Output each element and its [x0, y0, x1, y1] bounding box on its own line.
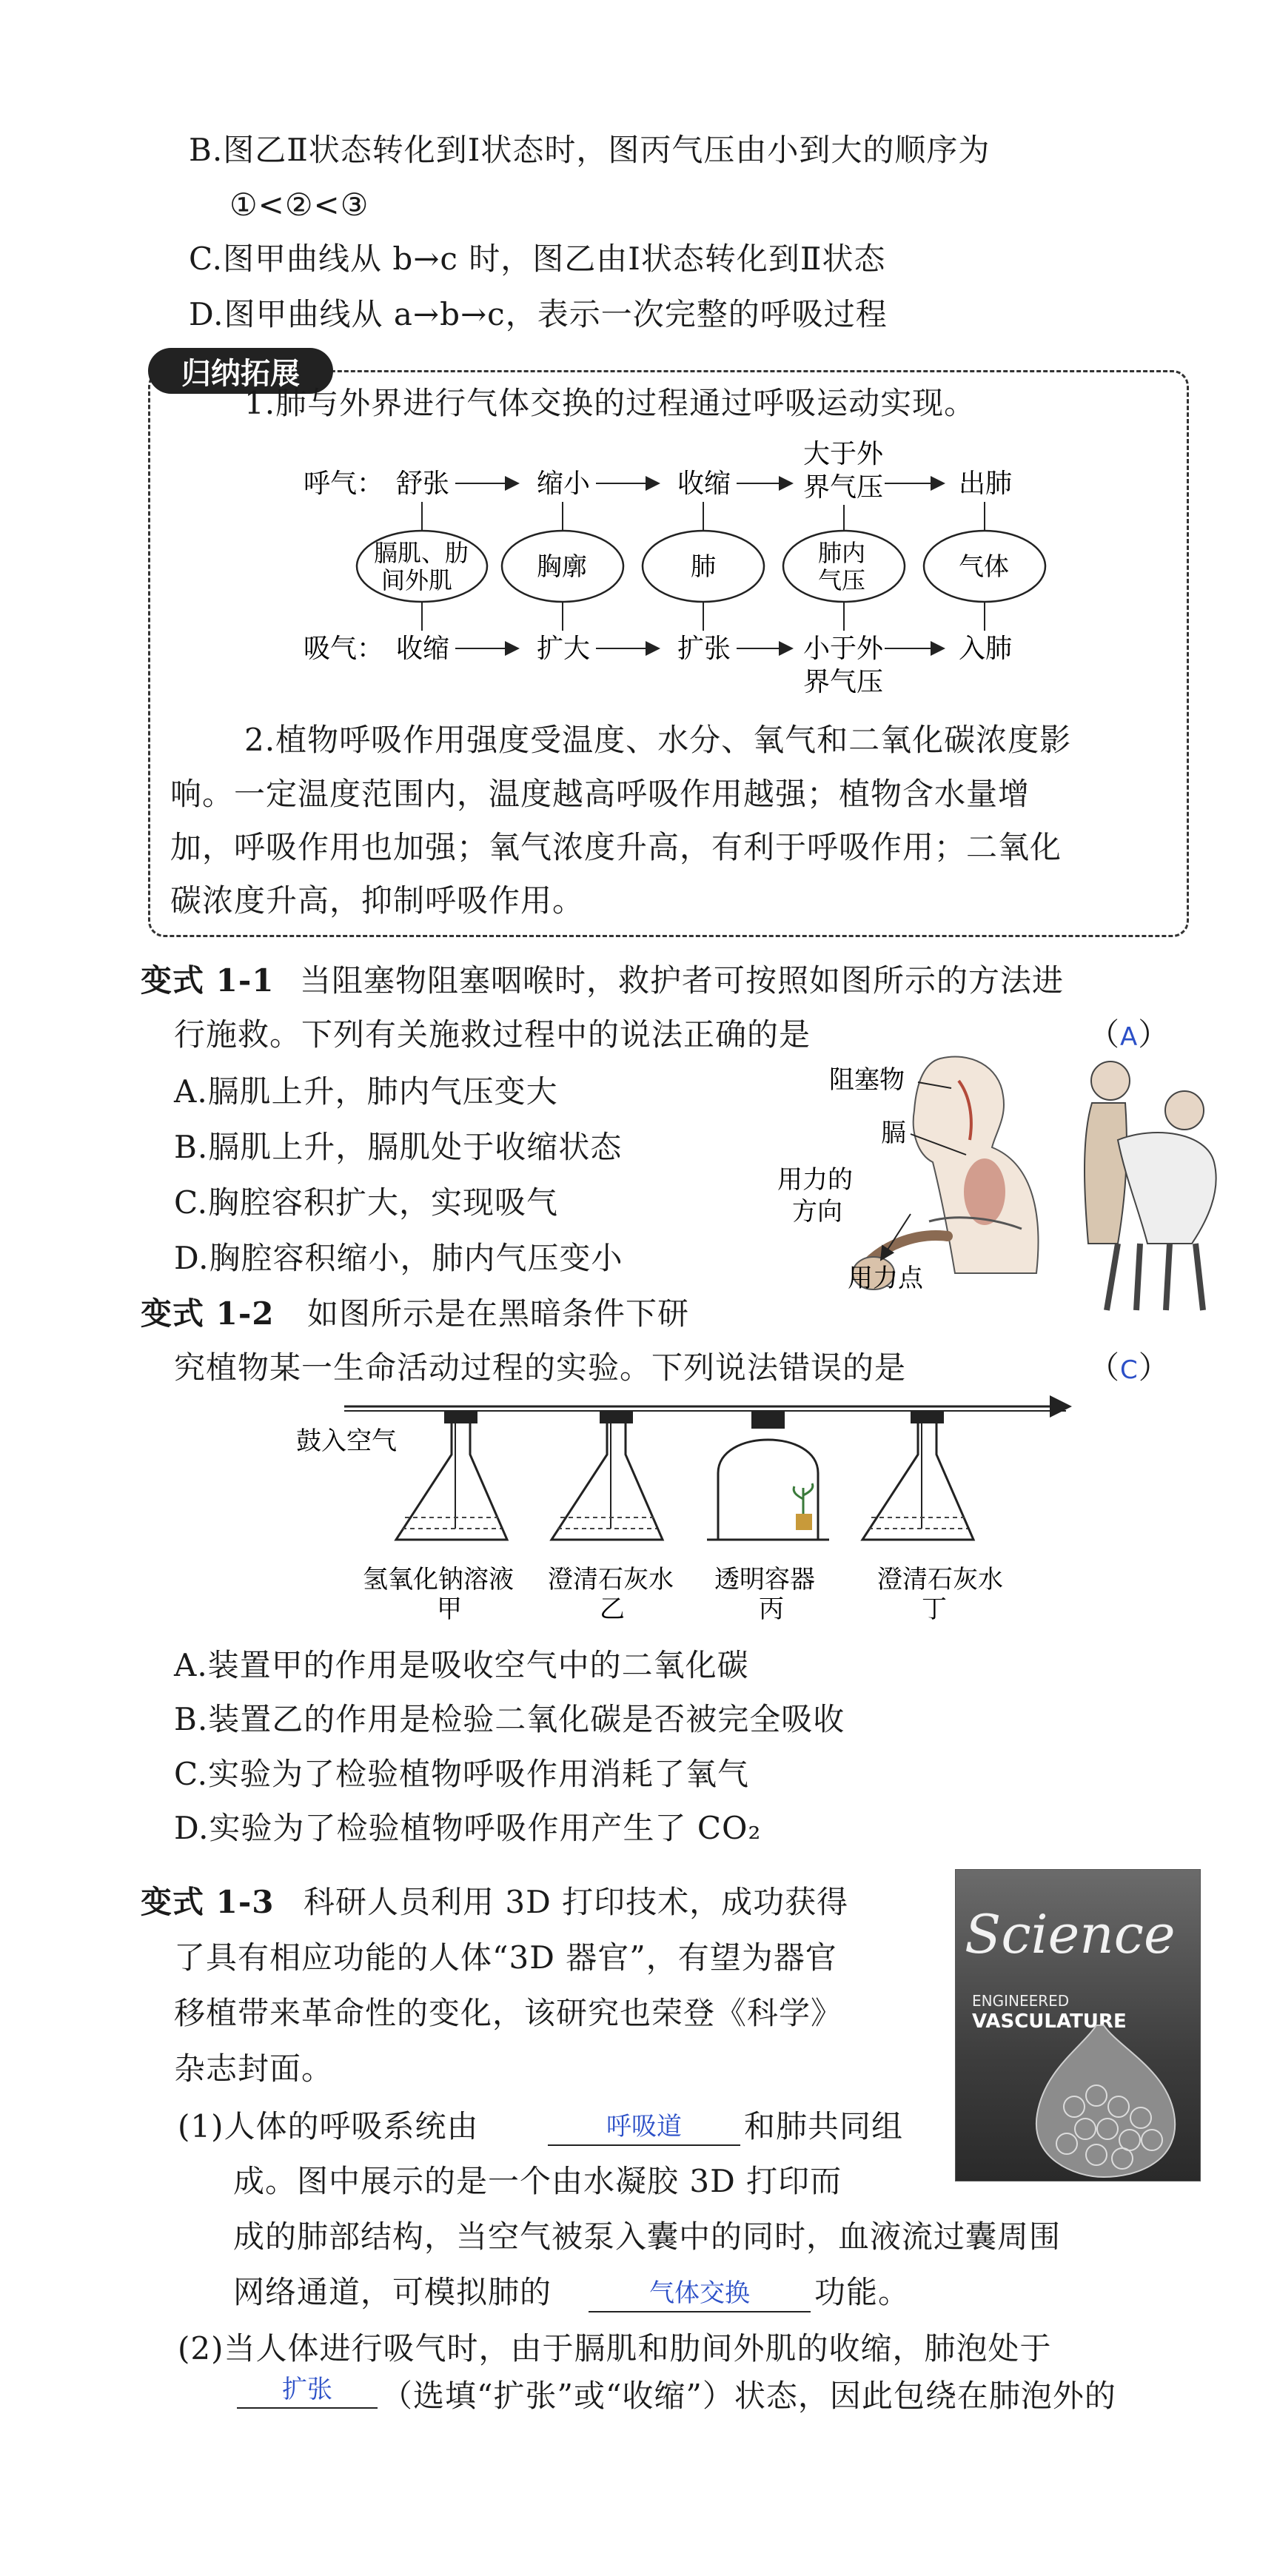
- option-d: D.图甲曲线从 a→b→c，表示一次完整的呼吸过程: [189, 296, 888, 332]
- cover-sub2: VASCULATURE: [972, 2010, 1127, 2033]
- inhale-step: 扩张: [677, 634, 731, 664]
- q13-p1-b: 和肺共同组: [744, 2108, 904, 2144]
- q12-stem-line2: 究植物某一生命活动过程的实验。下列说法错误的是: [174, 1349, 907, 1386]
- q12-label: 变式 1-2: [141, 1295, 275, 1332]
- q11-label: 变式 1-1: [141, 962, 275, 999]
- node-intercostal: 间外肌: [381, 566, 453, 594]
- inhale-label: 吸气：: [304, 634, 384, 664]
- q11-answer-bracket: （A）: [1088, 1016, 1170, 1053]
- q11-stem-line1: 当阻塞物阻塞咽喉时，救护者可按照如图所示的方法进: [300, 962, 1065, 999]
- science-cover: [955, 1869, 1201, 2181]
- heimlich-figure: [770, 1051, 1236, 1318]
- label-diaphragm: 膈: [881, 1118, 906, 1148]
- node-lung: 肺: [691, 552, 716, 582]
- label-force-dir1: 用力的: [777, 1165, 853, 1195]
- option-b-line1: B.图乙Ⅱ状态转化到Ⅰ状态时，图丙气压由小到大的顺序为: [189, 132, 991, 168]
- label-flask-d: 澄清石灰水: [877, 1565, 1003, 1594]
- label-force-dir2: 方向: [792, 1197, 842, 1227]
- q13-p2-line2: （选填“扩张”或“收缩”）状态，因此包绕在肺泡外的: [381, 2378, 1116, 2414]
- q12-option-a: A.装置甲的作用是吸收空气中的二氧化碳: [174, 1647, 749, 1683]
- q11-stem-line2: 行施救。下列有关施救过程中的说法正确的是: [174, 1016, 811, 1053]
- summary-point2-line1: 2.植物呼吸作用强度受温度、水分、氧气和二氧化碳浓度影: [244, 722, 1072, 758]
- q11-answer: A: [1120, 1022, 1139, 1052]
- exhale-step: 界气压: [803, 472, 884, 503]
- tag-jar-c: 丙: [759, 1594, 784, 1624]
- q13-stem-line1: 科研人员利用 3D 打印技术，成功获得: [304, 1884, 849, 1920]
- label-inlet: 鼓入空气: [296, 1426, 397, 1456]
- q13-blank1-answer: 呼吸道: [606, 2112, 682, 2141]
- summary-point1: 1.肺与外界进行气体交换的过程通过呼吸运动实现。: [244, 385, 976, 421]
- q13-p1-line3: 成的肺部结构，当空气被泵入囊中的同时，血液流过囊周围: [233, 2218, 1062, 2255]
- option-c: C.图甲曲线从 b→c 时，图乙由Ⅰ状态转化到Ⅱ状态: [189, 241, 886, 277]
- q13-blank2-answer: 气体交换: [649, 2278, 750, 2308]
- q13-p1-a: (1)人体的呼吸系统由: [178, 2108, 479, 2144]
- exhale-step: 收缩: [677, 469, 731, 499]
- label-force-point: 用力点: [848, 1264, 923, 1293]
- label-flask-b: 澄清石灰水: [548, 1565, 674, 1594]
- node-thorax: 胸廓: [537, 552, 587, 582]
- breathing-diagram: [274, 437, 1118, 711]
- inhale-step: 入肺: [959, 634, 1013, 664]
- node-lung-pressure: 气压: [818, 566, 866, 594]
- summary-badge: 归纳拓展: [148, 348, 333, 394]
- q13-stem-line2: 了具有相应功能的人体“3D 器官”，有望为器官: [174, 1939, 837, 1976]
- node-lung-pressure: 肺内: [818, 539, 866, 567]
- q12-option-d: D.实验为了检验植物呼吸作用产生了 CO₂: [174, 1810, 762, 1846]
- q12-answer: C: [1120, 1355, 1139, 1385]
- q13-label: 变式 1-3: [141, 1884, 275, 1920]
- apparatus-figure: [285, 1392, 1085, 1636]
- label-flask-a: 氢氧化钠溶液: [363, 1565, 514, 1594]
- inhale-step: 界气压: [803, 667, 884, 697]
- summary-point2-line3: 加，呼吸作用也加强；氧气浓度升高，有利于呼吸作用；二氧化: [170, 829, 1062, 865]
- q13-blank2: [589, 2273, 811, 2312]
- option-b-line2: ①<②<③: [229, 187, 369, 223]
- q13-stem-line3: 移植带来革命性的变化，该研究也荣登《科学》: [174, 1995, 843, 2031]
- q13-blank1: [548, 2106, 740, 2146]
- tag-flask-d: 丁: [922, 1594, 947, 1624]
- q13-stem-line4: 杂志封面。: [174, 2050, 334, 2087]
- q11-option-d: D.胸腔容积缩小，肺内气压变小: [174, 1240, 623, 1276]
- tag-flask-b: 乙: [600, 1594, 625, 1624]
- exhale-step: 大于外: [803, 439, 884, 469]
- exhale-step: 舒张: [396, 469, 450, 499]
- label-obstruction: 阻塞物: [829, 1065, 905, 1095]
- q13-p1-line4b: 功能。: [814, 2274, 911, 2310]
- q13-p1-line4a: 网络通道，可模拟肺的: [233, 2274, 552, 2310]
- node-diaphragm: 膈肌、肋: [374, 539, 469, 567]
- q13-p1-line2: 成。图中展示的是一个由水凝胶 3D 打印而: [233, 2163, 842, 2199]
- inhale-step: 扩大: [537, 634, 591, 664]
- q13-p2-line1: (2)当人体进行吸气时，由于膈肌和肋间外肌的收缩，肺泡处于: [178, 2330, 1052, 2367]
- cover-sub1: ENGINEERED: [972, 1992, 1070, 2010]
- exhale-step: 缩小: [537, 469, 591, 499]
- summary-point2-line4: 碳浓度升高，抑制呼吸作用。: [170, 882, 585, 919]
- inhale-step: 小于外: [803, 634, 884, 664]
- q13-blank3-answer: 扩张: [282, 2375, 332, 2404]
- summary-point2-line2: 响。一定温度范围内，温度越高呼吸作用越强；植物含水量增: [170, 776, 1030, 812]
- q12-answer-bracket: （C）: [1088, 1349, 1170, 1386]
- tag-flask-a: 甲: [437, 1594, 462, 1624]
- cover-lung-model: [1015, 2018, 1193, 2181]
- q11-option-a: A.膈肌上升，肺内气压变大: [174, 1073, 558, 1110]
- q12-option-c: C.实验为了检验植物呼吸作用消耗了氧气: [174, 1756, 749, 1792]
- q11-option-c: C.胸腔容积扩大，实现吸气: [174, 1184, 558, 1221]
- label-jar-c: 透明容器: [714, 1565, 815, 1594]
- inhale-step: 收缩: [396, 634, 450, 664]
- exhale-step: 出肺: [959, 469, 1013, 499]
- q12-option-b: B.装置乙的作用是检验二氧化碳是否被完全吸收: [174, 1701, 845, 1737]
- q11-option-b: B.膈肌上升，膈肌处于收缩状态: [174, 1129, 623, 1165]
- node-gas: 气体: [959, 552, 1009, 582]
- q12-stem-line1: 如图所示是在黑暗条件下研: [307, 1295, 690, 1332]
- exhale-label: 呼气：: [304, 469, 384, 499]
- cover-title: Science: [965, 1903, 1176, 1965]
- q13-blank3: [237, 2369, 378, 2409]
